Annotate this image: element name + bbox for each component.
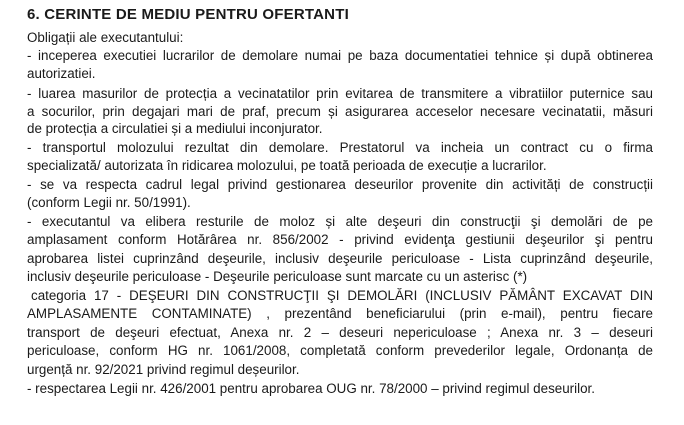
text-line: categoria 17 - DEŞEURI DIN CONSTRUCŢII ŞI DEMOLĂRI (INCLUSIV PĂMÂNT EXCAVAT DIN [31,288,653,303]
text-line: autorizatiei. [27,66,96,81]
text-line: - transportul molozului rezultat din demolare. Prestatorul va incheia un contract cu o firma [27,140,653,155]
text-line: specializată/ autorizata în ridicarea molozului, pe toată perioada de execuție a lucrarilor. [27,158,547,173]
text-line: periculoase, conform HG nr. 1061/2008, completată conform prevederilor legale, Ordonanța de [27,343,653,358]
text-line: - inceperea executiei lucrarilor de demolare numai pe baza documentatiei tehnice și după obtinerea [27,48,653,63]
text-line: aprobarea listei cuprinzând deşeurile, inclusiv deşeurile periculoase - Lista cuprinzând deşeurile, [27,251,653,266]
text-line: Obligații ale executantului: [27,30,184,45]
text-line: amplasament conform Hotărârea nr. 856/2002 - privind evidenţa gestiunii deşeurilor şi pentru [27,232,653,247]
text-line: de protecția a circulatiei și a mediului inconjurator. [27,121,323,136]
section-heading: 6. CERINTE DE MEDIU PENTRU OFERTANTI [27,6,349,23]
text-line: - luarea masurilor de protecția a vecinatatilor prin evitarea de transmitere a vibratiilor puternice sau [27,86,653,101]
text-line: AMPLASAMENTE CONTAMINATE) , prezentând beneficiarului (prin e-mail), pentru fiecare [27,306,653,321]
text-line: inclusiv deşeurile periculoase - Deşeurile periculoase sunt marcate cu un asterisc (*) [27,269,528,284]
text-line: (conform Legii nr. 50/1991). [27,195,191,210]
text-line: transport de deşeuri efectuat, Anexa nr. 2 – deseuri nepericuloase ; Anexa nr. 3 – deseuri [27,325,653,340]
text-line: a socurilor, prin degajari mari de praf, precum și asigurarea acceselor necesare vecinatatii, măsuri [27,104,653,119]
text-line: urgență nr. 92/2021 privind regimul deșeurilor. [27,362,300,377]
text-line: - respectarea Legii nr. 426/2001 pentru aprobarea OUG nr. 78/2000 – privind regimul deseurilor. [27,381,595,396]
text-line: - executantul va elibera resturile de moloz și alte deşeuri din construcţii şi demolări de pe [27,214,653,229]
text-line: - se va respecta cadrul legal privind gestionarea deseurilor provenite din activități de construcții [27,177,653,192]
